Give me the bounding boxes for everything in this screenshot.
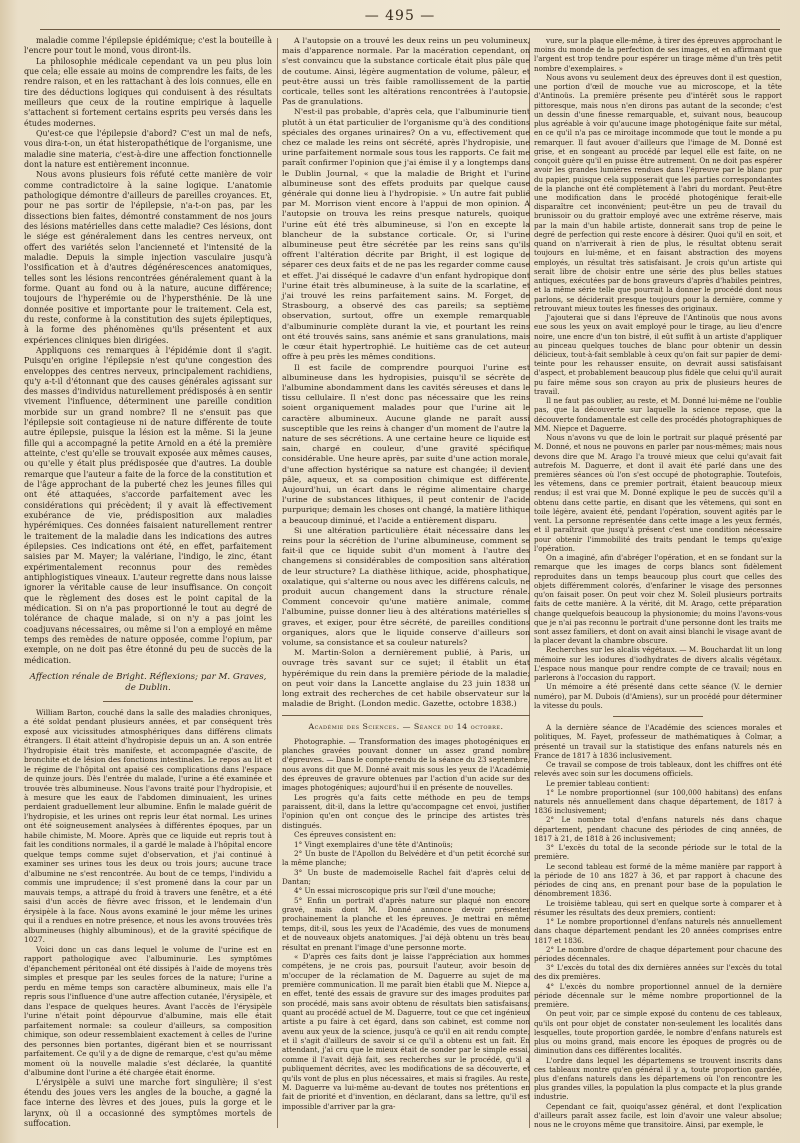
paragraph: Qu'est-ce que l'épilepsie d'abord? C'est un mal de nefs, vous dira-t-on, un état histeropathétique de l'organisme, une maladie sine materia, c'est-à-dire une affection fonctionnelle dont la nature est entièrement inconnue.: [24, 128, 272, 169]
paragraph: Un mémoire a été présenté dans cette séance (V. le dernier numéro), par M. Dubois (d'Amiens), sur un procédé pour déterminer la vitesse du pouls.: [534, 682, 782, 710]
paragraph: On a imaginé, afin d'abréger l'opération, et en se fondant sur la remarque que les images de corps blancs sont fidèlement reproduites dans un temps beaucoup plus court que celles des objets différemment colorés, d'enfariner le visage des personnes qu'on faisait poser. On peut voir chez M. Soleil plusieurs portraits faits de cette manière. A la vérité, dit M. Arago, cette préparation change quelquefois beaucoup la physionomie; du moins l'avons-vous que je n'ai pas reconnu le portrait d'une personne dont les traits me sont assez familiers, et dont on avait ainsi blanchi le visage avant de la placer devant la chambre obscure.: [534, 553, 782, 646]
paragraph: Photographie. — Transformation des images photogéniques en planches gravées pouvant donner un assez grand nombre d'épreuves. — Dans le compte-rendu de la séance du 23 septembre, nous avons dit que M. Donné avait mis sous les yeux de l'Académie des épreuves de gravure obtenues par l'action d'un acide sur des images photogéniques; aujourd'hui il en présente de nouvelles.: [282, 736, 530, 793]
list-item: 3° L'excès du total des dix dernières années sur l'excès du total des dix premières.: [534, 963, 782, 982]
list-item: 5° Enfin un portrait d'après nature sur plaqué non encore gravé, mais dont M. Donné annonce devoir présenter prochainement la planche et les épreuves. Je mettrai en même temps, dit-il, sous les yeux de l'Académie, des vues de monumens et de nouveaux objets anatomiques. J'ai déjà obtenu un très beau résultat en prenant l'image d'une personne morte.: [282, 895, 530, 952]
paragraph: Le second tableau est formé de la même manière par rapport à la période de 10 ans 1827 à 36, et par rapport à chacune des périodes de cinq ans, en prenant pour base de la population le dénombrement 1836.: [534, 861, 782, 899]
section-rule: [613, 716, 703, 717]
list-item: 3° L'excès du total de la seconde période sur le total de la première.: [534, 843, 782, 862]
list-item: 2° Le nombre d'ordre de chaque département pour chacune des périodes décennales.: [534, 944, 782, 963]
paragraph: Le premier tableau contient:: [546, 778, 650, 788]
paragraph: Nous avons plusieurs fois réfuté cette manière de voir comme contradictoire à la saine logique. L'anatomie pathologique démontre d'ailleurs de pareilles croyances. Et, pour ne pas sortir de l'épilepsie, n'a-t-on pas, par les dissections bien faites, démontré constamment de nos jours des lésions matérielles dans cette maladie? Ces lésions, dont le siége est généralement dans les centres nerveux, ont offert des variétés selon l'ancienneté et l'intensité de la maladie. Depuis la simple injection vasculaire jusqu'à l'ossification et à d'autres dégénérescences anatomiques, telles sont les lésions rencontrées généralement quant à la forme. Quant au fond ou à la nature, aucune différence; toujours de l'hyperémie ou de l'hypersthénie. De là une donnée positive et importante pour le traitement. Cela est, du reste, conforme à la constitution des sujets épileptiques, à la forme des phénomènes qu'ils présentent et aux expériences cliniques bien dirigées.: [24, 170, 272, 345]
paragraph: vure, sur la plaque elle-même, à tirer des épreuves approchant le moins du monde de la perfection de ses images, et en affirmant que l'argent est trop tendre pour espérer un tirage même d'un très petit nombre d'exemplaires. »: [534, 36, 782, 73]
paragraph: J'ajouterai que si dans l'épreuve de l'Antinoüs que nous avons eue sous les yeux on avait employé pour le tirage, au lieu d'encre noire, une encre d'un ton bistré, il eût suffit à un artiste d'appliquer au pinceau quelques touches de blanc pour obtenir un dessin délicieux, tout-à-fait semblable à ceux qu'on fait sur papier de demi-teinte pour les rehausser ensuite, on devrait aussi satisfaisant d'aspect, et probablement beaucoup plus fidèle que celui qu'il aurait pu faire même sous son crayon au prix de plusieurs heures de travail.: [534, 313, 782, 396]
paragraph: William Barton, couché dans la salle des maladies chroniques, a été soldat pendant plusieurs années, et par conséquent très exposé aux vicissitudes atmosphériques dans différens climats étrangers. Il était atteint d'hydropisie depuis un an. A son entrée l'hydropisie était très manifeste, et accompagnée d'ascite, de bronchite et de lésion des fonctions intestinales. Le repos au lit et le régime de l'hôpital ont apaisé ces complications dans l'espace de quinze jours. Dès l'entrée du malade, l'urine a été examinée et trouvée très albumineuse. Nous l'avons traité pour l'hydropisie, et à mesure que les eaux de l'abdomen diminuaient, les urines perdaient graduellement leur albumine. Enfin le malade guérit de l'hydropisie, et les urines ont repris leur état normal. Les urines ont été soigneusement analysées à différentes époques, par un habile chimiste, M. Moore. Après que ce liquide eut repris tout à fait les conditions normales, il a gardé le malade à l'hôpital encore quelque temps comme sujet d'observation, et j'ai continué à examiner ses urines tous les deux ou trois jours; aucune trace d'albumine ne s'est rencontrée. Au bout de ce temps, l'individu a commis une imprudence; il s'est promené dans la cour par un mauvais temps, a attrapé du froid à travers une fenêtre, et a été saisi d'un accès de fièvre avec frisson, et le lendemain d'un érysipèle à la face. Nous avons examiné le jour même les urines qui il a rendues en notre présence, et nous les avons trouvées très albumineuses (highly albuminous), et de la gravité spécifique de 1027.: [24, 707, 272, 945]
paragraph: L'érysipèle a suivi une marche fort singulière; il s'est étendu des joues vers les angles de la bouche, a gagné la face interne des lèvres et des joues, puis la gorge et le larynx, où il a occasionné des symptômes mortels de suffocation.: [24, 1077, 272, 1128]
column-right: [534, 36, 782, 1129]
section-rule: [103, 701, 193, 702]
list-item: 2° Un buste de l'Apollon du Belvédère et d'un petit écorché sur la même planche;: [282, 848, 530, 868]
column-rule: [277, 38, 278, 1128]
list-item: 4° Un essai microscopique pris sur l'œil d'une mouche;: [294, 886, 496, 896]
page-number: — 495 —: [364, 8, 436, 24]
paragraph: Il est facile de comprendre pourquoi l'urine est albumineuse dans les hydropisies, puisqu'il se sécrète de l'albumine abondamment dans les cavités séreuses et dans le tissu cellulaire. Il n'est donc pas nécessaire que les reins soient organiquement malades pour que l'urine ait le caractère albumineux. Aucune glande ne paraît aussi susceptible que les reins à changer d'un moment de l'autre la nature de ses sécrétions. A une certaine heure ce liquide est sain, chargé en couleur, d'une gravité spécifique considérable. Une heure après, par suite d'une action morale, d'une affection hystérique sa nature est changée; il devient pâle, aqueux, et sa composition chimique est différente. Aujourd'hui, un écart dans le régime alimentaire charge l'urine de substances lithiques, il peut contenir de l'acide purpurique; demain les choses ont changé, la matière lithique a beaucoup diminué, et l'acide a entièrement disparu.: [282, 362, 530, 525]
paragraph: N'est-il pas probable, d'après cela, que l'albuminurie tient plutôt à un état particulier de l'organisme qu'à des conditions spéciales des organes urinaires? On a vu, effectivement que chez ce malade les reins ont sécrété, après l'hydropisie, une urine parfaitement normale sous tous les rapports. Ce fait me paraît confirmer l'opinion que j'ai émise il y a longtemps dans le Dublin Journal, « que la maladie de Bright et l'urine albumineuse sont des effets produits par quelque cause générale qui donne lieu à l'hydropisie. » Un autre fait publié par M. Morrison vient encore à l'appui de mon opinion. A l'autopsie on trouva les reins presque naturels, quoique l'urine eût été très albumineuse, si l'on en excepte la blancheur de la substance corticale. Or, si l'urine albumineuse peut être sécrétée par les reins sans qu'ils offrent l'altération décrite par Bright, il est logique de séparer ces deux faits et de ne pas les regarder comme cause et effet. J'ai disséqué le cadavre d'un enfant hydropique dont l'urine était très albumineuse, à la suite de la scarlatine, et j'ai trouvé les reins parfaitement sains. M. Forget, de Strasbourg, a observé des cas pareils; sa septième observation, surtout, offre un exemple remarquable d'albuminurie complète durant la vie, et pourtant les reins ont été trouvés sains, sans anémie et sans granulations, mais le cœur était hypertrophié. Le huitième cas de cet auteur offre à peu près les mêmes conditions.: [282, 107, 530, 362]
header-rule: [40, 29, 780, 30]
column-left: [24, 36, 272, 1129]
paragraph: Recherches sur les alcalis végétaux. — M. Bouchardat lit un long mémoire sur les iodures d'iodhydrates de divers alcalis végétaux. L'espace nous manque pour rendre compte de ce travail; nous en parlerons à l'occasion du rapport.: [534, 645, 782, 683]
paragraph: Il ne faut pas oublier, au reste, et M. Donné lui-même ne l'oublie pas, que la découverte sur laquelle la science repose, que la découverte fondamentale est celle des procédés photographiques de MM. Niepce et Daguerre.: [534, 396, 782, 433]
paragraph: On peut voir, par ce simple exposé du contenu de ces tableaux, qu'ils ont pour objet de constater non-seulement les localités dans lesquelles, toute proportion gardée, le nombre d'enfans naturels est plus ou moins grand, mais encore les époques de progrès ou de diminution dans ces différentes localités.: [534, 1009, 782, 1056]
paragraph: Voici donc un cas dans lequel le volume de l'urine est en rapport pathologique avec l'albuminurie. Les symptômes d'épanchement péritonéal ont été dissipés à l'aide de moyens très simples et presque par les seules forces de la nature; l'urine a perdu en même temps son caractère albumineux, mais elle l'a repris sous l'influence d'une autre affection cutanée, l'érysipèle, et dans l'espace de quelques heures. Avant l'accès de l'érysipèle l'urine n'était point dépourvue d'albumine, mais elle était parfaitement normale: sa couleur d'ailleurs, sa composition chimique, son odeur ressemblaient exactement à celles de l'urine des personnes bien portantes, digérant bien et se nourrissant parfaitement. Ce qu'il y a de digne de remarque, c'est qu'au même moment où la nouvelle maladie s'est déclarée, la quantité d'albumine dont l'urine a été chargée était énorme.: [24, 944, 272, 1078]
paragraph: A l'autopsie on a trouvé les deux reins un peu volumineux, mais d'apparence normale. Par la macération cependant, on s'est convaincu que la substance corticale était plus pâle que de coutume. Ainsi, légère augmentation de volume, pâleur, et peut-être aussi un très faible ramollissement de la partie corticale, telles sont les altérations rencontrées à l'autopsie. Pas de granulations.: [282, 36, 530, 107]
paragraph: A la dernière séance de l'Académie des sciences morales et politiques, M. Fayet, professeur de mathématiques à Colmar, a présenté un travail sur la statistique des enfans naturels nés en France de 1817 à 1836 inclusivement.: [534, 723, 782, 760]
paragraph: Nous n'avons vu que de loin le portrait sur plaqué présenté par M. Donné, et nous ne pouvons en parler par nous-mêmes; mais nous devons dire que M. Arago l'a trouvé mieux que celui qu'avait fait autrefois M. Daguerre, et dont il avait été parlé dans une des premières séances où l'on s'est occupé de photographie. Toutefois, les vêtemens, dans ce premier portrait, étaient beaucoup mieux rendus; il est vrai que M. Donné explique le peu de succès qu'il a obtenu dans cette partie, en disant que les vêtemens, qui sont en toile légère, avaient été, pendant l'opération, souvent agités par le vent. La personne représentée dans cette image a les yeux fermés, et il paraîtrait que jusqu'à présent c'est une condition nécessaire pour obtenir l'immobilité des traits pendant le temps qu'exige l'opération.: [534, 433, 782, 553]
column-middle: [282, 36, 530, 1111]
paragraph: Les progrès qu'a faits cette méthode en peu de temps paraissent, dit-il, dans la lettre qu'accompagne cet envoi, justifier l'opinion qu'en ont conçue des le principe des artistes très distingués.: [282, 792, 530, 830]
paragraph: Cependant ce fait, quoiqu'assez général, et dont l'explication d'ailleurs paraît assez facile, est loin d'avoir une valeur absolue; nous ne le croyons même que transitoire. Ainsi, par exemple, le: [534, 1101, 782, 1130]
paragraph: Nous avons vu seulement deux des épreuves dont il est question, une portion d'œil de mouche vue au microscope, et la tête d'Antinoüs. La première présente peu d'intérêt sous le rapport pittoresque, mais nous n'en dirons pas autant de la seconde; c'est un dessin d'une finesse remarquable, et, suivant nous, beaucoup plus agréable à voir qu'aucune image photogénique faite sur métal, en ce qu'il n'a pas ce miroitage incommode que tout le monde a pu remarquer. Il faut avouer d'ailleurs que l'image de M. Donné est grise, et en songeant au procédé par lequel elle est faite, on ne conçoit guère qu'il en puisse être autrement. On ne doit pas espérer avoir les grandes lumières rendues dans l'épreuve par le blanc pur du papier, puisque cela supposerait que les parties correspondantes de la planche ont été complètement à l'abri du mordant. Peut-être une modification dans le procédé photogénique ferait-elle disparaître cet inconvénient; peut-être un peu de travail du brunissoir ou du grattoir employé avec une extrême réserve, mais par la main d'un habile artiste, donnerait sans trop de peine le degré de perfection qui reste encore à désirer. Quoi qu'il en soit, et quand on n'arriverait à rien de plus, le résultat obtenu serait toujours en lui-même, et en faisant abstraction des moyens employés, un résultat très satisfaisant. Je crois qu'un artiste qui serait libre de choisir entre une série des plus belles statues antiques, exécutées par de bons graveurs d'après d'habiles peintres, et la même série telle que pourrait la donner le procédé dont nous parlons, se déciderait presque toujours pour la dernière, comme y retrouvant mieux toutes les finesses des originaux.: [534, 72, 782, 313]
section-rule: [282, 715, 530, 716]
list-item: 3° Un buste de mademoiselle Rachel fait d'après celui de Dantan;: [282, 867, 530, 886]
paragraph: Ce travail se compose de trois tableaux, dont les chiffres ont été relevés avec soin sur les documens officiels.: [534, 760, 782, 779]
paragraph: maladie comme l'épilepsie épidémique; c'est la bouteille à l'encre pour tout le mond, vous diront-ils.: [24, 36, 272, 56]
paragraph: M. Martin-Solon a dernièrement publié, à Paris, un ouvrage très savant sur ce sujet; il établit un état hypérémique du rein dans la première période de la maladie; on peut voir dans la Lancette anglaise du 23 juin 1838 un long extrait des recherches de cet habile observateur sur la maladie de Bright. (London medic. Gazette, octobre 1838.): [282, 648, 530, 709]
paragraph: Le troisième tableau, qui sert en quelque sorte à comparer et à résumer les résultats des deux premiers, contient:: [534, 898, 782, 917]
paragraph: « D'après ces faits dont je laisse l'appréciation aux hommes compétens, je ne crois pas, poursuit l'auteur, avoir besoin de m'occuper de la réclamation de M. Daguerre au sujet de ma première communication. Il me paraît bien établi que M. Niepce a, en effet, tenté des essais de gravure sur des images produites par son procédé, mais sans avoir obtenu de résultats bien satisfaisans; quant au procédé actuel de M. Daguerre, tout ce que cet ingénieux artiste a pu faire à cet égard, dans son cabinet, est comme non avenu aux yeux de la science, jusqu'à ce qu'il en ait rendu compte; et il s'agit d'ailleurs de savoir si ce qu'il a obtenu est un fait. En attendant, j'ai cru que le mieux était de sonder par le simple essai, comme il l'avait déjà fait, ses recherches sur le procédé, qu'il a publiquement décrites, avec les modifications de sa découverte, et qu'ils vont de plus en plus nécessaires, et mais si fragiles. Au reste, M. Daguerre va lui-même au-devant de toutes nos prétentions en fait de priorité et d'invention, en déclarant, dans sa lettre, qu'il est impossible d'arriver par la gra-: [282, 951, 530, 1111]
list-item: 1° Le nombre proportionnel d'enfans naturels nés annuellement dans chaque département pendant les 20 années comprises entre 1817 et 1836.: [534, 917, 782, 945]
list-item: 1° Vingt exemplaires d'une tête d'Antinoüs;: [294, 839, 453, 849]
list-item: 4° L'excès du nombre proportionnel annuel de la dernière période décennale sur le même nombre proportionnel de la première.: [534, 981, 782, 1010]
paragraph: Si une altération particulière était nécessaire dans les reins pour la sécrétion de l'urine albumineuse, comment se fait-il que ce liquide subit d'un moment à l'autre des changemens si considérables de composition sans altération de leur structure? La diathèse lithique, acide, phosphatique, oxalatique, qui s'alterne ou nous avec les différens calculs, ne produit aucun changement dans la structure rénale. Comment concevoir qu'une matière animale, comme l'albumine, puisse donner lieu à des altérations matérielles si graves, et exiger, pour être sécrété, de pareilles conditions organiques, alors que le liquide conserve d'ailleurs son volume, sa consistance et sa couleur naturels?: [282, 525, 530, 647]
section-heading: Académie des Sciences. — Séance du 14 octobre.: [308, 722, 504, 732]
paragraph: La philosophie médicale cependant va un peu plus loin que cela; elle essaie au moins de comprendre les faits, de les rendre raison, et en les rattachant à des lois connues, elle en tire des déductions logiques qui conduisent à des résultats meilleurs que ceux de la routine empirique à laquelle s'attachent si fortement certains esprits peu versés dans les études modernes.: [24, 56, 272, 128]
paragraph: Ces épreuves consistent en:: [294, 830, 397, 840]
paragraph: L'ordre dans lequel les départemens se trouvent inscrits dans ces tableaux montre qu'en général il y a, toute proportion gardée, plus d'enfans naturels dans les départemens où l'on rencontre les plus grandes villes, la population la plus compacte et la plus grande industrie.: [534, 1055, 782, 1102]
paragraph: Appliquons ces remarques à l'épidémie dont il s'agit. Puisqu'en origine l'épilepsie n'est qu'une congestion des enveloppes des centres nerveux, principalement rachidiens, qu'y a-t-il d'étonnant que des causes générales agissant sur des masses d'individus naturellement prédisposés à en sentir vivement l'influence, déterminent une pareille condition morbide sur un grand nombre? Il ne s'ensuit pas que l'épilepsie soit contagieuse ni de nature différente de toute autre épilepsie, puisque la lésion est la même. Si la jeune fille qui a accompagné la petite Arnold en a été la première atteinte, c'est qu'elle se trouvait exposée aux mêmes causes, ou qu'elle y était plus prédisposée que d'autres. La double remarque que l'auteur a faite de la force de la constitution et de l'âge approchant de la puberté chez les jeunes filles qui ont été attaquées, s'accorde parfaitement avec les considérations qui précèdent; il y avait là effectivement exubérance de vie, prédisposition aux maladies hypérémiques. Ces données faisaient naturellement rentrer le traitement de la maladie dans les indications des autres épilepsies. Ces indications ont été, en effet, parfaitement saisies par M. Mayer; la valériane, l'indigo, le zinc, étant expérimentalement reconnus pour des remèdes antiphlogistiques vineaux. L'auteur regrette dans nous laisse ignorer la véritable cause de leur insuffisance. On conçoit que le règlement des doses est le point capital de la médication. Si on n'a pas proportionné le tout au degré de tolérance de chaque malade, si on n'y a pas joint les coadjuvans nécessaires, ou même si l'on a employé en même temps des remèdes de nature opposée, comme l'opium, par exemple, on ne doit pas être étonné du peu de succès de la médication.: [24, 345, 272, 665]
list-item: 2° Le nombre total d'enfans naturels nés dans chaque département, pendant chacune des périodes de cinq années, de 1817 à 21, de 1818 à 26 inclusivement;: [534, 815, 782, 843]
list-item: 1° Le nombre proportionnel (sur 100,000 habitans) des enfans naturels nés annuellement dans chaque département, de 1817 à 1836 inclusivement;: [534, 787, 782, 816]
article-title: Affection rénale de Bright. Réflexions; par M. Graves, de Dublin.: [29, 672, 267, 694]
